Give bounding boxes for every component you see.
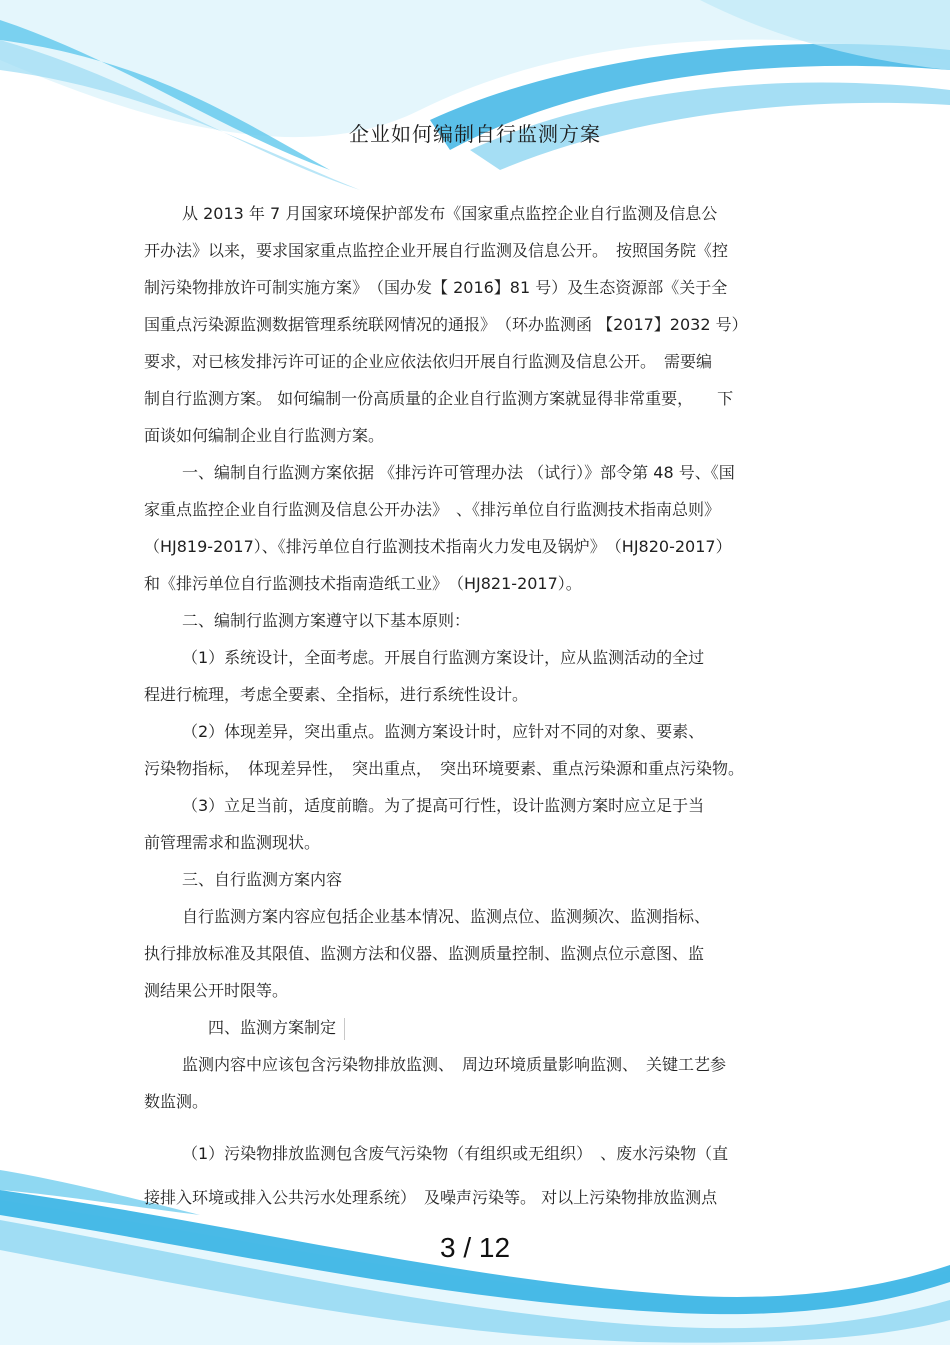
paragraph-line: 测结果公开时限等。 — [144, 981, 289, 1000]
list-item-line: （3）立足当前，适度前瞻。为了提高可行性，设计监测方案时应立足于当 — [182, 796, 705, 815]
section-heading-line — [144, 1009, 806, 1046]
text-cursor-marker — [344, 1018, 345, 1040]
paragraph-line: 前管理需求和监测现状。 — [144, 833, 321, 852]
paragraph-line: 数监测。 — [144, 1092, 209, 1111]
page-number: 3 / 12 — [439, 1232, 511, 1263]
paragraph-line: 从 2013 年 7 月国家环境保护部发布《国家重点监控企业自行监测及信息公 — [182, 204, 718, 223]
list-item-line: （1）系统设计，全面考虑。开展自行监测方案设计，应从监测活动的全过 — [182, 648, 705, 667]
document-title: 企业如何编制自行监测方案 — [349, 122, 601, 146]
paragraph-line: 执行排放标准及其限值、监测方法和仪器、监测质量控制、监测点位示意图、监 — [144, 944, 705, 963]
section-heading-line: 一、编制自行监测方案依据 《排污许可管理办法 （试行）》部令第 48 号、《国 — [182, 463, 735, 482]
section-heading-text: 四、监测方案制定 — [208, 1018, 337, 1037]
paragraph-line: 家重点监控企业自行监测及信息公开办法》 、《排污单位自行监测技术指南总则》 — [144, 500, 721, 519]
paragraph-line: 和《排污单位自行监测技术指南造纸工业》 （HJ821-2017）。 — [144, 574, 582, 593]
paragraph-line: 制污染物排放许可制实施方案》 （国办发【 2016】81 号）及生态资源部《关于全 — [144, 278, 728, 297]
paragraph-line: 面谈如何编制企业自行监测方案。 — [144, 426, 385, 445]
paragraph-line: 国重点污染源监测数据管理系统联网情况的通报》 （环办监测函 【2017】2032 号） — [144, 315, 748, 334]
top-wave-decoration — [0, 0, 950, 200]
paragraph-line: 开办法》以来，要求国家重点监控企业开展自行监测及信息公开。 按照国务院《控 — [144, 241, 729, 260]
paragraph-line: 接排入环境或排入公共污水处理系统） 及噪声污染等。 对以上污染物排放监测点 — [144, 1188, 718, 1207]
body-text-block-2 — [144, 1132, 806, 1220]
paragraph-line: （HJ819-2017）、《排污单位自行监测技术指南火力发电及锅炉》 （HJ820-2017） — [144, 537, 732, 556]
list-item-line: （2）体现差异，突出重点。监测方案设计时，应针对不同的对象、要素、 — [182, 722, 705, 741]
paragraph-line: 程进行梳理，考虑全要素、全指标，进行系统性设计。 — [144, 685, 529, 704]
paragraph-line: 监测内容中应该包含污染物排放监测、 周边环境质量影响监测、 关键工艺参 — [182, 1055, 727, 1074]
section-heading-line: 二、编制行监测方案遵守以下基本原则： — [182, 611, 471, 630]
paragraph-line: 自行监测方案内容应包括企业基本情况、监测点位、监测频次、监测指标、 — [182, 907, 711, 926]
paragraph-line: 污染物指标， 体现差异性， 突出重点， 突出环境要素、重点污染源和重点污染物。 — [144, 759, 745, 778]
paragraph-line: 制自行监测方案。 如何编制一份高质量的企业自行监测方案就显得非常重要， 下 — [144, 389, 734, 408]
section-heading-line: 三、自行监测方案内容 — [182, 870, 343, 889]
list-item-line: （1）污染物排放监测包含废气污染物（有组织或无组织） 、废水污染物（直 — [182, 1144, 729, 1163]
body-text-block-1 — [144, 195, 806, 1120]
paragraph-line: 要求，对已核发排污许可证的企业应依法依归开展自行监测及信息公开。 需要编 — [144, 352, 713, 371]
